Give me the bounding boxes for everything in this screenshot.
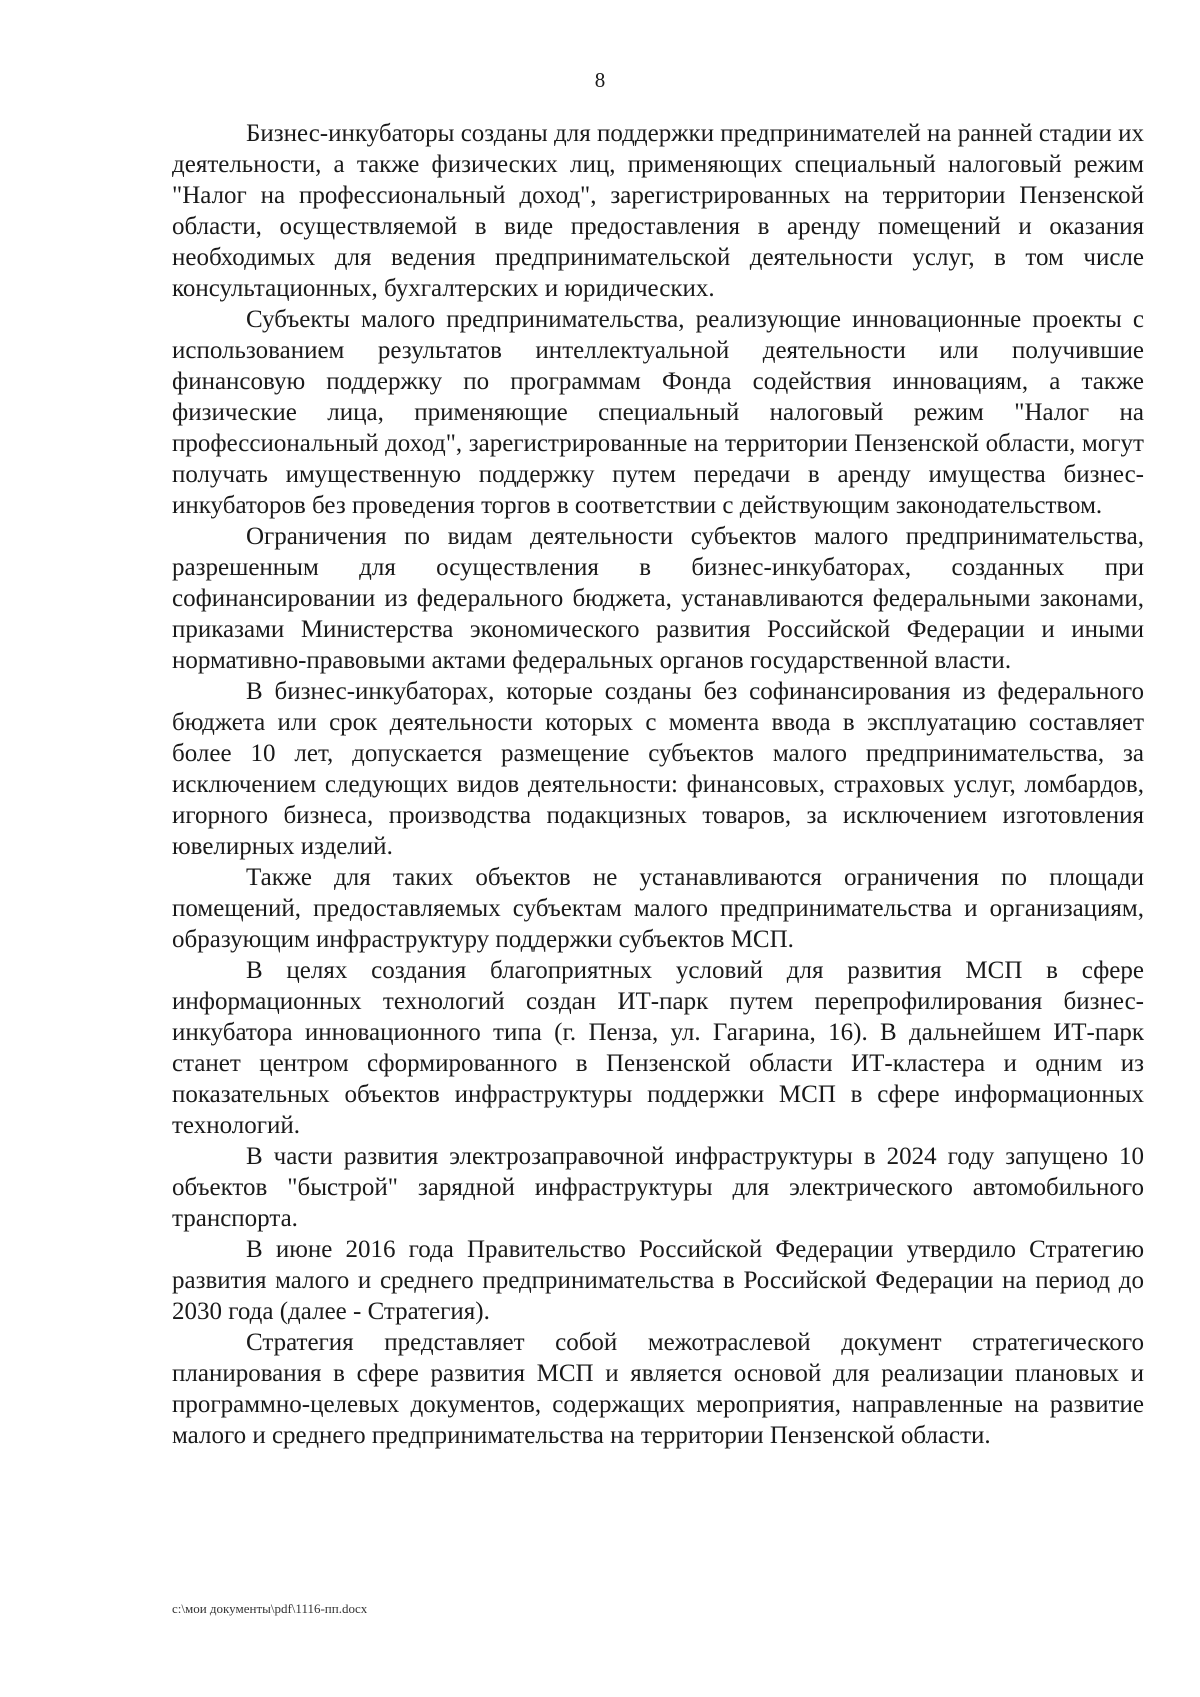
- paragraph-it-park: В целях создания благоприятных условий для развития МСП в сфере информационных технологий создан ИТ-парк путем перепрофилирования бизнес-инкубатора инновационного типа (г. Пенза, ул. Гагарина, 16). В дальнейшем ИТ-парк станет центром сформированного в Пензенской области ИТ-кластера и одним из показательных объектов инфраструктуры поддержки МСП в сфере информационных технологий.: [172, 957, 1144, 1139]
- page-number: 8: [594, 68, 606, 92]
- paragraph-charging-infrastructure: В части развития электрозаправочной инфраструктуры в 2024 году запущено 10 объектов "быстрой" зарядной инфраструктуры для электрического автомобильного транспорта.: [172, 1143, 1144, 1232]
- paragraph-business-incubators: Бизнес-инкубаторы созданы для поддержки предпринимателей на ранней стадии их деятельности, а также физических лиц, применяющих специальный налоговый режим "Налог на профессиональный доход", зарегистрированных на территории Пензенской области, осуществляемой в виде предоставления в аренду помещений и оказания необходимых для ведения предпринимательской деятельности услуг, в том числе консультационных, бухгалтерских и юридических.: [172, 120, 1144, 302]
- footer-file-path: c:\мои документы\pdf\1116-пп.docx: [172, 1601, 368, 1616]
- paragraph-strategy-description: Стратегия представляет собой межотраслевой документ стратегического планирования в сфере развития МСП и является основой для реализации плановых и программно-целевых документов, содержащих мероприятия, направленные на развитие малого и среднего предпринимательства на территории Пензенской области.: [172, 1329, 1144, 1449]
- paragraph-property-support: Субъекты малого предпринимательства, реализующие инновационные проекты с использованием результатов интеллектуальной деятельности или получившие финансовую поддержку по программам Фонда содействия инновациям, а также физические лица, применяющие специальный налоговый режим "Налог на профессиональный доход", зарегистрированные на территории Пензенской области, могут получать имущественную поддержку путем передачи в аренду имущества бизнес-инкубаторов без проведения торгов в соответствии с действующим законодательством.: [172, 306, 1144, 519]
- paragraph-permitted-placement: В бизнес-инкубаторах, которые созданы без софинансирования из федерального бюджета или срок деятельности которых с момента ввода в эксплуатацию составляет более 10 лет, допускается размещение субъектов малого предпринимательства, за исключением следующих видов деятельности: финансовых, страховых услуг, ломбардов, игорного бизнеса, производства подакцизных товаров, за исключением изготовления ювелирных изделий.: [172, 678, 1144, 860]
- paragraph-area-restrictions: Также для таких объектов не устанавливаются ограничения по площади помещений, предоставляемых субъектам малого предпринимательства и организациям, образующим инфраструктуру поддержки субъектов МСП.: [172, 864, 1144, 953]
- paragraph-strategy-approval: В июне 2016 года Правительство Российской Федерации утвердило Стратегию развития малого и среднего предпринимательства в Российской Федерации на период до 2030 года (далее - Стратегия).: [172, 1236, 1144, 1325]
- paragraph-activity-restrictions: Ограничения по видам деятельности субъектов малого предпринимательства, разрешенным для осуществления в бизнес-инкубаторах, созданных при софинансировании из федерального бюджета, устанавливаются федеральными законами, приказами Министерства экономического развития Российской Федерации и иными нормативно-правовыми актами федеральных органов государственной власти.: [172, 523, 1144, 674]
- document-body: [172, 118, 1144, 1451]
